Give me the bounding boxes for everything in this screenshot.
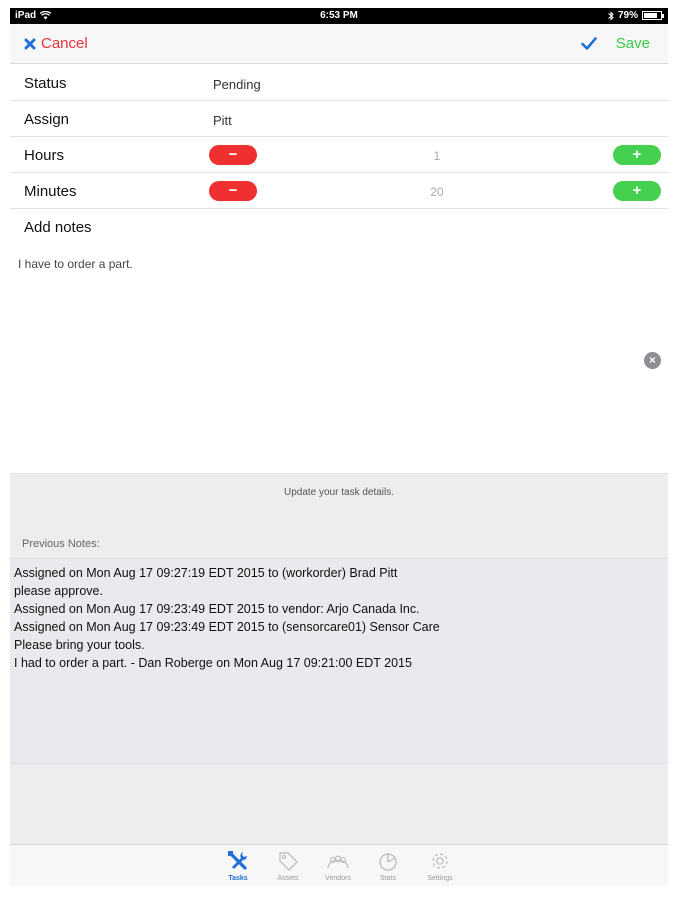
hours-decrement-button[interactable]: − — [209, 145, 257, 165]
tab-label: Settings — [427, 875, 453, 882]
cancel-button[interactable] — [24, 35, 88, 52]
tab-tasks[interactable] — [218, 849, 258, 882]
assign-row[interactable] — [10, 101, 668, 137]
tab-vendors[interactable] — [318, 849, 358, 882]
nav-bar — [10, 24, 668, 64]
tag-icon — [276, 849, 300, 873]
tab-label: Stats — [380, 875, 396, 882]
tab-settings[interactable] — [420, 849, 460, 882]
previous-note-line: I had to order a part. - Dan Roberge on Mon Aug 17 09:21:00 EDT 2015 — [14, 656, 412, 670]
previous-notes-box[interactable] — [10, 558, 668, 764]
save-button[interactable] — [581, 35, 650, 52]
vendors-icon — [326, 849, 350, 873]
hours-row — [10, 137, 668, 173]
notes-text[interactable]: I have to order a part. — [18, 257, 133, 271]
tab-assets[interactable] — [268, 849, 308, 882]
previous-note-line: Assigned on Mon Aug 17 09:23:49 EDT 2015 to vendor: Arjo Canada Inc. — [14, 602, 420, 616]
hours-increment-button[interactable]: + — [613, 145, 661, 165]
cancel-label: Cancel — [41, 35, 88, 52]
task-form — [10, 65, 668, 245]
bluetooth-icon — [608, 11, 614, 21]
add-notes-label: Add notes — [24, 219, 92, 236]
assign-value[interactable]: Pitt — [213, 113, 232, 128]
previous-note-line: Assigned on Mon Aug 17 09:27:19 EDT 2015 to (workorder) Brad Pitt — [14, 566, 398, 580]
hours-label: Hours — [24, 147, 65, 164]
minutes-increment-button[interactable]: + — [613, 181, 661, 201]
minutes-value: 20 — [430, 185, 444, 199]
save-label: Save — [615, 35, 650, 52]
notes-label-row — [10, 209, 668, 245]
previous-notes-label: Previous Notes: — [22, 538, 100, 550]
status-value[interactable]: Pending — [213, 77, 261, 92]
minutes-row — [10, 173, 668, 209]
clock: 6:53 PM — [320, 10, 358, 21]
tab-label: Tasks — [228, 875, 248, 882]
notes-textarea[interactable] — [10, 246, 668, 474]
tab-bar — [10, 844, 668, 886]
device-name: iPad — [15, 10, 37, 21]
helper-text: Update your task details. — [283, 487, 395, 498]
minutes-label: Minutes — [24, 183, 77, 200]
previous-note-line: Assigned on Mon Aug 17 09:23:49 EDT 2015 to (sensorcare01) Sensor Care — [14, 620, 440, 634]
clear-icon[interactable]: × — [644, 352, 661, 369]
tab-label: Vendors — [325, 875, 351, 882]
hours-value: 1 — [433, 149, 441, 163]
gear-icon — [428, 849, 452, 873]
tools-icon — [226, 849, 250, 873]
pie-chart-icon — [376, 849, 400, 873]
status-row[interactable] — [10, 65, 668, 101]
close-icon — [24, 38, 36, 50]
previous-note-line: Please bring your tools. — [14, 638, 145, 652]
info-section — [10, 474, 668, 844]
previous-notes-list — [14, 564, 440, 672]
app-frame — [10, 8, 668, 886]
tab-stats[interactable] — [368, 849, 408, 882]
checkmark-icon — [581, 37, 597, 50]
status-bar — [10, 8, 668, 24]
battery-percent: 79% — [617, 10, 638, 21]
battery-fill — [644, 13, 657, 18]
previous-note-line: please approve. — [14, 584, 103, 598]
battery-icon — [642, 11, 662, 20]
assign-label: Assign — [24, 111, 70, 128]
status-label: Status — [24, 75, 67, 92]
minutes-decrement-button[interactable]: − — [209, 181, 257, 201]
tab-label: Assets — [277, 875, 299, 882]
